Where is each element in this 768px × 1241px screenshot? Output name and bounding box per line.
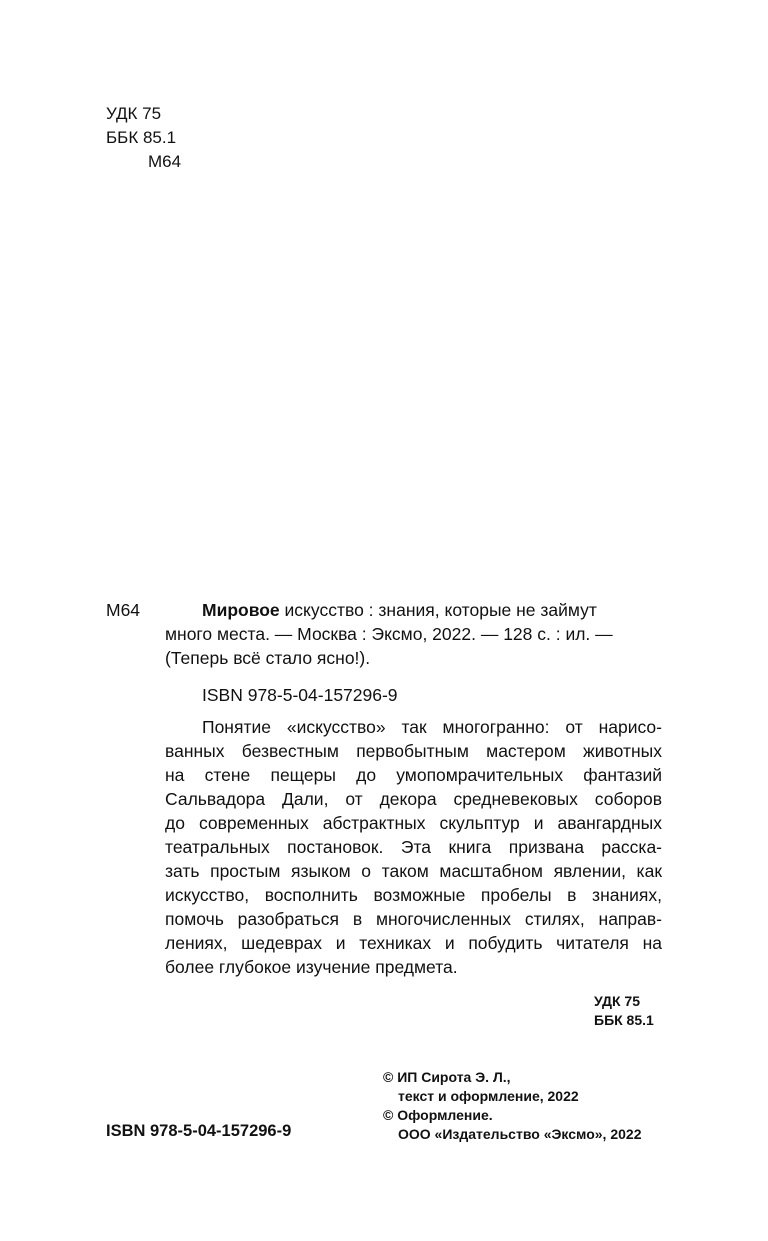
bbk-code-bottom: ББК 85.1 [594, 1012, 654, 1028]
copyright-line-2: текст и оформление, 2022 [398, 1088, 579, 1104]
catalog-line-3: (Теперь всё стало ясно!). [165, 648, 371, 668]
annotation-line: более глубокое изучение предмета. [165, 957, 458, 977]
annotation-line: до современных абстрактных скульптур и авангардных [165, 813, 662, 833]
annotation-line: зать простым языком о таком масштабном явлении, как [165, 861, 662, 881]
annotation-line: ванных безвестным первобытным мастером животных [165, 741, 662, 761]
annotation-line: искусство, восполнить возможные пробелы в знаниях, [165, 885, 662, 905]
copyright-line-3: © Оформление. [383, 1107, 493, 1123]
catalog-isbn: ISBN 978-5-04-157296-9 [202, 685, 398, 705]
annotation-line: театральных постановок. Эта книга призвана расска- [165, 837, 662, 857]
bbk-code-top: ББК 85.1 [106, 128, 177, 147]
catalog-title-rest: искусство : знания, которые не займут [279, 600, 597, 620]
annotation-line: Понятие «искусство» так многогранно: от нарисо- [202, 717, 662, 737]
author-mark-top: М64 [148, 152, 182, 171]
udk-code-top: УДК 75 [106, 104, 162, 123]
annotation-line: Сальвадора Дали, от декора средневековых соборов [165, 789, 662, 809]
annotation-line: лениях, шедеврах и техниках и побудить читателя на [165, 933, 662, 953]
catalog-line-2: много места. — Москва : Эксмо, 2022. — 128 с. : ил. — [165, 624, 613, 644]
annotation-line: помочь разобраться в многочисленных стилях, направ- [165, 909, 662, 929]
author-mark-entry: М64 [106, 600, 141, 620]
copyright-line-1: © ИП Сирота Э. Л., [383, 1069, 511, 1085]
udk-code-bottom: УДК 75 [594, 993, 640, 1009]
annotation-line: на стене пещеры до умопомрачительных фантазий [165, 765, 662, 785]
catalog-title-bold: Мировое [202, 600, 280, 620]
catalog-title-line [202, 598, 597, 622]
footer-isbn: ISBN 978-5-04-157296-9 [106, 1122, 292, 1140]
copyright-line-4: ООО «Издательство «Эксмо», 2022 [398, 1126, 642, 1142]
